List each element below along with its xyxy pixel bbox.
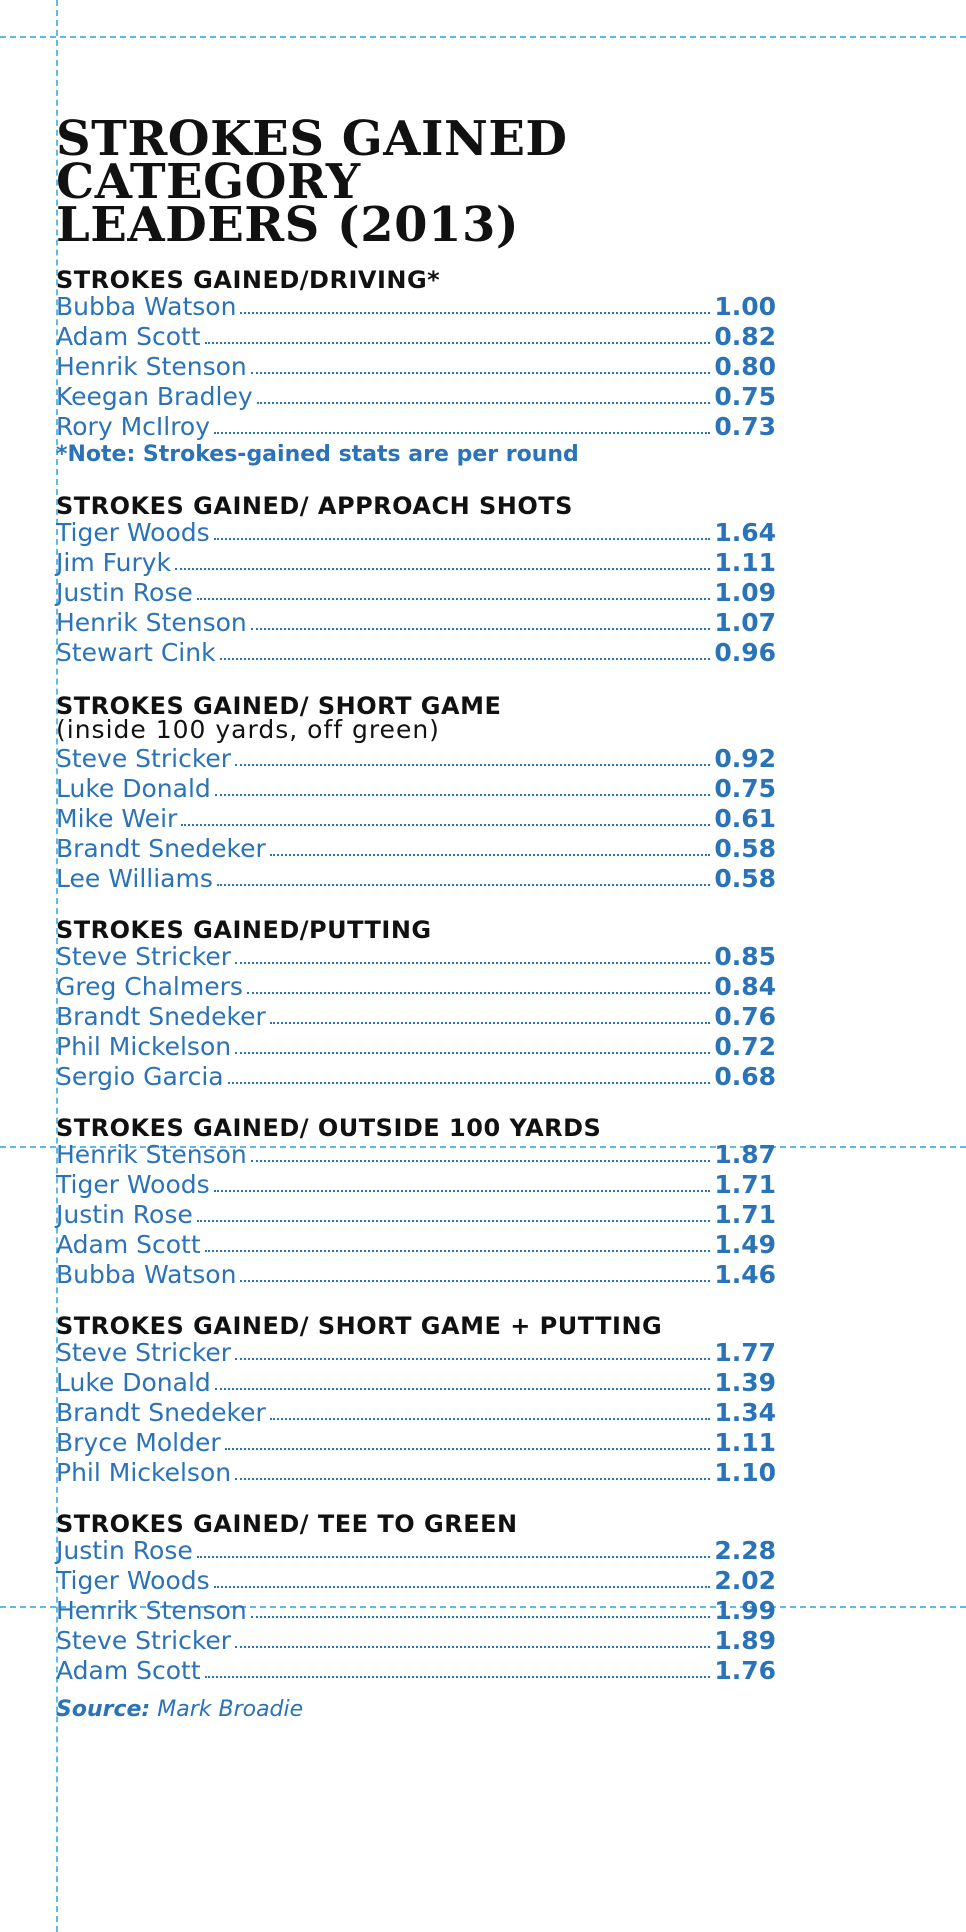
stat-value: 1.99 [714, 1596, 776, 1625]
player-name: Bubba Watson [56, 292, 237, 321]
stat-value: 0.96 [714, 638, 776, 667]
leader-row [56, 321, 776, 351]
dot-leader [215, 1388, 711, 1390]
dot-leader [197, 598, 711, 600]
player-name: Lee Williams [56, 864, 213, 893]
leader-row [56, 1457, 776, 1487]
source-name: Mark Broadie [157, 1697, 304, 1722]
leader-row [56, 863, 776, 893]
dot-leader [205, 342, 711, 344]
dot-leader [235, 1052, 710, 1054]
stat-value: 1.76 [714, 1656, 776, 1685]
player-name: Phil Mickelson [56, 1032, 232, 1061]
leader-row [56, 1535, 776, 1565]
stat-value: 2.28 [714, 1536, 776, 1565]
stat-value: 0.72 [714, 1032, 776, 1061]
dot-leader [235, 1646, 710, 1648]
leader-row [56, 1061, 776, 1091]
stat-value: 1.87 [714, 1140, 776, 1169]
stat-value: 1.00 [714, 292, 776, 321]
stat-value: 0.58 [714, 864, 776, 893]
player-name: Adam Scott [56, 1230, 201, 1259]
dot-leader [240, 312, 710, 314]
stat-value: 1.46 [714, 1260, 776, 1289]
dot-leader [205, 1250, 711, 1252]
section [56, 692, 776, 893]
stat-value: 1.71 [714, 1170, 776, 1199]
leader-row [56, 941, 776, 971]
stat-value: 0.73 [714, 412, 776, 441]
section-note: *Note: Strokes-gained stats are per round [56, 442, 579, 467]
stat-value: 0.58 [714, 834, 776, 863]
player-name: Tiger Woods [56, 1170, 210, 1199]
player-name: Luke Donald [56, 1368, 211, 1397]
player-name: Bubba Watson [56, 1260, 237, 1289]
player-name: Steve Stricker [56, 942, 232, 971]
stat-value: 1.49 [714, 1230, 776, 1259]
dot-leader [228, 1082, 711, 1084]
leader-row [56, 637, 776, 667]
player-name: Steve Stricker [56, 744, 232, 773]
dot-leader [270, 854, 711, 856]
leader-row [56, 1199, 776, 1229]
dot-leader [214, 1586, 711, 1588]
leader-row [56, 1139, 776, 1169]
stat-value: 1.34 [714, 1398, 776, 1427]
stat-value: 1.10 [714, 1458, 776, 1487]
player-name: Justin Rose [56, 578, 193, 607]
dot-leader [214, 538, 711, 540]
leader-row [56, 411, 776, 441]
leader-row [56, 1229, 776, 1259]
player-name: Henrik Stenson [56, 1596, 247, 1625]
player-name: Steve Stricker [56, 1626, 232, 1655]
dot-leader [257, 402, 711, 404]
stat-value: 0.85 [714, 942, 776, 971]
player-name: Tiger Woods [56, 1566, 210, 1595]
dot-leader [181, 824, 710, 826]
section [56, 1114, 776, 1289]
stat-value: 1.39 [714, 1368, 776, 1397]
dot-leader [235, 1478, 710, 1480]
player-name: Henrik Stenson [56, 1140, 247, 1169]
player-name: Justin Rose [56, 1536, 193, 1565]
section-heading: STROKES GAINED/ SHORT GAME + PUTTING [56, 1312, 663, 1340]
leader-row [56, 1169, 776, 1199]
dot-leader [251, 372, 711, 374]
stat-value: 0.84 [714, 972, 776, 1001]
player-name: Brandt Snedeker [56, 1398, 266, 1427]
leader-row [56, 1625, 776, 1655]
player-name: Luke Donald [56, 774, 211, 803]
player-name: Sergio Garcia [56, 1062, 224, 1091]
stat-value: 0.80 [714, 352, 776, 381]
dot-leader [235, 962, 710, 964]
dot-leader [235, 764, 710, 766]
leader-row [56, 1397, 776, 1427]
leader-row [56, 803, 776, 833]
stat-value: 0.82 [714, 322, 776, 351]
dot-leader [270, 1022, 711, 1024]
section-subheading: (inside 100 yards, off green) [56, 715, 440, 744]
section-heading: STROKES GAINED/ SHORT GAME [56, 692, 502, 720]
player-name: Keegan Bradley [56, 382, 253, 411]
stat-value: 0.75 [714, 774, 776, 803]
dot-leader [270, 1418, 711, 1420]
player-name: Bryce Molder [56, 1428, 221, 1457]
leader-row [56, 547, 776, 577]
leader-row [56, 381, 776, 411]
dot-leader [251, 1160, 711, 1162]
dot-leader [214, 432, 710, 434]
player-name: Mike Weir [56, 804, 178, 833]
dot-leader [175, 568, 710, 570]
dot-leader [214, 1190, 711, 1192]
player-name: Henrik Stenson [56, 608, 247, 637]
dot-leader [235, 1358, 710, 1360]
section [56, 1312, 776, 1487]
player-name: Stewart Cink [56, 638, 216, 667]
leader-row [56, 291, 776, 321]
leader-row [56, 1655, 776, 1685]
player-name: Adam Scott [56, 322, 201, 351]
dot-leader [215, 794, 711, 796]
section-heading: STROKES GAINED/PUTTING [56, 916, 432, 944]
sections-list [56, 266, 776, 1685]
dot-leader [205, 1676, 711, 1678]
stat-value: 0.76 [714, 1002, 776, 1031]
leader-row [56, 1031, 776, 1061]
player-name: Tiger Woods [56, 518, 210, 547]
stat-value: 1.64 [714, 518, 776, 547]
section [56, 1510, 776, 1685]
player-name: Steve Stricker [56, 1338, 232, 1367]
section [56, 916, 776, 1091]
section-heading: STROKES GAINED/ OUTSIDE 100 YARDS [56, 1114, 602, 1142]
dot-leader [197, 1556, 711, 1558]
stat-value: 1.11 [714, 548, 776, 577]
dot-leader [220, 658, 711, 660]
dot-leader [225, 1448, 711, 1450]
stat-value: 0.68 [714, 1062, 776, 1091]
player-name: Brandt Snedeker [56, 834, 266, 863]
stat-value: 1.71 [714, 1200, 776, 1229]
source-credit [56, 1697, 776, 1722]
leader-row [56, 1259, 776, 1289]
leaders-panel [56, 111, 776, 1722]
player-name: Henrik Stenson [56, 352, 247, 381]
player-name: Greg Chalmers [56, 972, 243, 1001]
stat-value: 0.61 [714, 804, 776, 833]
leader-row [56, 517, 776, 547]
leader-row [56, 1001, 776, 1031]
player-name: Adam Scott [56, 1656, 201, 1685]
player-name: Justin Rose [56, 1200, 193, 1229]
leader-row [56, 607, 776, 637]
leader-row [56, 773, 776, 803]
leader-row [56, 833, 776, 863]
section-heading: STROKES GAINED/ TEE TO GREEN [56, 1510, 518, 1538]
leader-row [56, 1367, 776, 1397]
dot-leader [247, 992, 710, 994]
section-heading: STROKES GAINED/ APPROACH SHOTS [56, 492, 573, 520]
leader-row [56, 1427, 776, 1457]
section [56, 266, 776, 469]
stat-value: 2.02 [714, 1566, 776, 1595]
source-label: Source: [56, 1697, 151, 1722]
page-title: STROKES GAINED CATEGORY LEADERS (2013) [56, 111, 568, 253]
leader-row [56, 743, 776, 773]
stat-value: 0.75 [714, 382, 776, 411]
stat-value: 1.09 [714, 578, 776, 607]
player-name: Jim Furyk [56, 548, 172, 577]
dot-leader [197, 1220, 711, 1222]
dot-leader [251, 628, 711, 630]
stat-value: 1.07 [714, 608, 776, 637]
leader-row [56, 1565, 776, 1595]
stat-value: 0.92 [714, 744, 776, 773]
leader-row [56, 1595, 776, 1625]
player-name: Brandt Snedeker [56, 1002, 266, 1031]
stat-value: 1.11 [714, 1428, 776, 1457]
stat-value: 1.89 [714, 1626, 776, 1655]
stat-value: 1.77 [714, 1338, 776, 1367]
leader-row [56, 351, 776, 381]
guide-line-top [0, 36, 966, 38]
player-name: Phil Mickelson [56, 1458, 232, 1487]
dot-leader [251, 1616, 711, 1618]
leader-row [56, 577, 776, 607]
section [56, 492, 776, 667]
dot-leader [240, 1280, 710, 1282]
player-name: Rory McIlroy [56, 412, 211, 441]
dot-leader [217, 884, 710, 886]
leader-row [56, 1337, 776, 1367]
leader-row [56, 971, 776, 1001]
section-heading: STROKES GAINED/DRIVING* [56, 266, 441, 294]
